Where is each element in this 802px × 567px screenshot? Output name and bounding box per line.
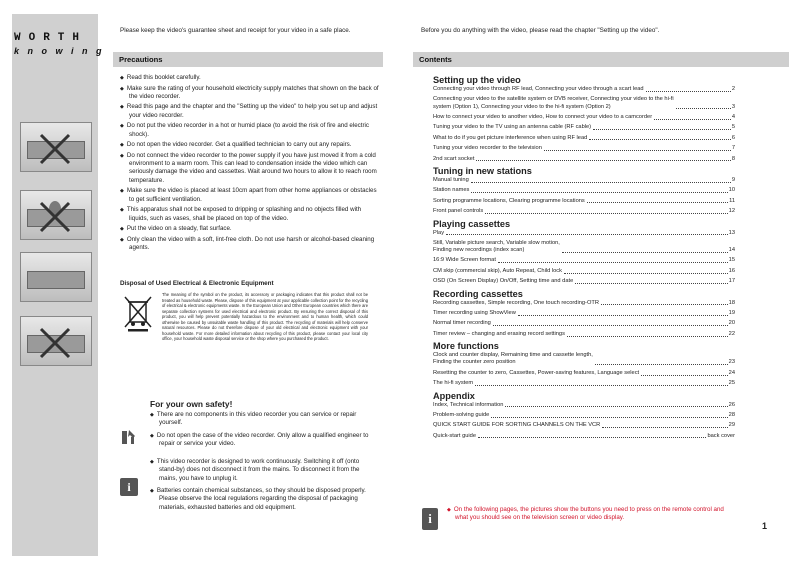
list-item: ◆ Read this page and the chapter and the "Setting up the video" to help you set up and adjust your video recorder. [120, 103, 382, 120]
toc-page-number: back cover [707, 432, 735, 439]
photo-no-stack-icon [20, 316, 92, 366]
toc-entry-text: Sorting programme locations, Clearing programme locations [433, 197, 585, 204]
toc-page-number: 10 [728, 187, 735, 194]
toc-entry-text: OSD (On Screen Display) On/Off, Setting time and date [433, 278, 574, 285]
toc-page-number: 5 [731, 124, 735, 131]
table-of-contents [433, 74, 735, 443]
wrench-icon [120, 428, 138, 446]
toc-entry [433, 240, 735, 254]
toc-leader-dots [446, 234, 728, 235]
toc-entry [433, 230, 735, 237]
toc-page-number: 28 [728, 411, 735, 418]
toc-leader-dots [593, 129, 731, 130]
toc-page-number: 13 [728, 229, 735, 236]
toc-leader-dots [641, 375, 728, 376]
toc-entry [433, 352, 735, 366]
list-item: ◆ Do not put the video recorder in a hot or humid place (to avoid the risk of fire and electric shock). [120, 122, 382, 139]
toc-entry [433, 156, 735, 163]
toc-entry [433, 310, 735, 317]
toc-entry [433, 320, 735, 327]
toc-page-number: 26 [728, 401, 735, 408]
section-title: Recording cassettes [433, 288, 523, 299]
toc-entry [433, 422, 735, 429]
list-item: ◆ There are no components in this video recorder you can service or repair yourself. [150, 411, 376, 428]
photo-no-heat-icon [20, 122, 92, 172]
toc-page-number: 7 [731, 145, 735, 152]
toc-page-number: 24 [728, 369, 735, 376]
toc-entry [433, 198, 735, 205]
precautions-list [120, 74, 382, 255]
toc-entry-text: QUICK START GUIDE FOR SORTING CHANNELS ON THE VCR [433, 422, 601, 429]
list-item: ◆ Make sure the rating of your household electricity supply matches that shown on the back of the video recorder. [120, 85, 382, 102]
toc-entry [433, 402, 735, 409]
toc-entry-text: Play [433, 229, 445, 236]
toc-page-number: 23 [728, 359, 735, 366]
toc-leader-dots [562, 252, 728, 253]
toc-page-number: 18 [728, 299, 735, 306]
toc-entry [433, 380, 735, 387]
toc-page-number: 3 [731, 103, 735, 110]
list-item: ◆ Do not connect the video recorder to the power supply if you have just moved it from a cold environment to a warm room. This can lead to condensation inside the video which can seriously damage the video and cassettes. Wait around two hours to allow it to reach room temperature. [120, 152, 382, 185]
toc-page-number: 9 [731, 176, 735, 183]
toc-entry-text: Tuning your video to the TV using an antenna cable (RF cable) [433, 124, 592, 131]
disposal-text: The meaning of the symbol on the product, its accessory or packaging indicates that this product shall not be treated as household waste. Please, dispose of this equipment at your applicable collection point for the recycling of electrical & electronic equipments waste. In the European Union and Other European countries which there are separate collection systems for used electrical and electronic product. By ensuring the correct disposal of this product, you will help prevent potentially hazardous to the environment and to human health, which could otherwise be caused by unsuitable waste handling of this product. The recycling of materials will help conserve natural resources. Please do not therefore dispose of your old electrical and electronic equipment with your household waste. For more detailed information about recycling of this product, please contact your local city office, your household waste disposal service or the shop where you purchased the product. [162, 292, 368, 341]
footnote: ◆ On the following pages, the pictures show the buttons you need to press on the remote control and what you should see on the television screen or video display. [447, 506, 737, 522]
list-item: ◆ This apparatus shall not be exposed to dripping or splashing and no objects filled with liquids, such as vases, shall be placed on top of the video. [120, 206, 382, 223]
toc-leader-dots [478, 437, 706, 438]
toc-page-number: 15 [728, 257, 735, 264]
left-intro: Please keep the video's guarantee sheet and receipt for your video in a safe place. [120, 27, 351, 34]
toc-leader-dots [471, 182, 731, 183]
list-item: ◆ Do not open the video recorder. Get a qualified technician to carry out any repairs. [120, 141, 382, 149]
toc-entry-text: The hi-fi system [433, 380, 474, 387]
list-item: ◆ Make sure the video is placed at least 10cm apart from other home appliances or obstacles to get sufficient ventilation. [120, 187, 382, 204]
toc-entry-text: Connecting your video to the satellite system or DVB receiver, Connecting your video to the hi-fi system (Option 1), Connecting your video to the hi-fi system (Option 2) [433, 96, 674, 110]
list-item: ◆ This video recorder is designed to work continuously. Switching it off (onto stand-by) does not disconnect it from the mains. To disconnect it from the mains, you have to unplug it. [150, 458, 376, 483]
toc-entry-text: Timer recording using ShowView [433, 310, 516, 317]
toc-entry [433, 370, 735, 377]
toc-entry-text: 2nd scart socket [433, 155, 475, 162]
toc-entry-text: Timer review – changing and erasing record settings [433, 330, 565, 337]
toc-entry [433, 135, 735, 142]
toc-leader-dots [491, 417, 727, 418]
toc-entry [433, 114, 735, 121]
toc-page-number: 17 [728, 278, 735, 285]
toc-page-number: 29 [728, 422, 735, 429]
section-title: Playing cassettes [433, 218, 511, 229]
toc-leader-dots [602, 427, 727, 428]
precautions-header: Precautions [113, 52, 383, 67]
list-item: ◆ Read this booklet carefully. [120, 74, 382, 82]
brand-worth: WORTH [14, 32, 88, 44]
toc-entry-text: Station names [433, 187, 470, 194]
safety-list [150, 411, 376, 512]
photo-no-liquid-icon [20, 190, 92, 240]
toc-entry-text: Front panel controls [433, 208, 484, 215]
disposal-title: Disposal of Used Electrical & Electronic Equipment [120, 280, 274, 287]
contents-header: Contents [413, 52, 789, 67]
toc-leader-dots [544, 150, 731, 151]
toc-leader-dots [587, 202, 728, 203]
toc-entry [433, 187, 735, 194]
toc-entry-text: Resetting the counter to zero, Cassettes, Power-saving features, Language select [433, 369, 640, 376]
toc-leader-dots [518, 315, 728, 316]
toc-leader-dots [601, 304, 728, 305]
toc-entry [433, 412, 735, 419]
toc-entry [433, 96, 735, 110]
photo-ventilation-icon [20, 252, 92, 302]
toc-entry-text: Problem-solving guide [433, 411, 490, 418]
toc-leader-dots [476, 160, 730, 161]
toc-page-number: 2 [731, 86, 735, 92]
toc-leader-dots [475, 385, 728, 386]
toc-leader-dots [589, 139, 731, 140]
toc-entry [433, 208, 735, 215]
toc-entry-text: Tuning your video recorder to the television [433, 145, 542, 152]
toc-page-number: 19 [728, 310, 735, 317]
toc-page-number: 22 [728, 330, 735, 337]
toc-entry-text: Recording cassettes, Simple recording, One touch recording-OTR [433, 299, 599, 306]
toc-entry-text: CM skip (commercial skip), Auto Repeat, Child lock [433, 267, 562, 274]
toc-leader-dots [676, 108, 731, 109]
toc-page-number: 20 [728, 320, 735, 327]
info-icon: i [422, 508, 438, 530]
toc-entry [433, 177, 735, 184]
toc-entry [433, 331, 735, 338]
toc-entry [433, 257, 735, 264]
toc-entry-text: How to connect your video to another video, How to connect your video to a camcorder [433, 113, 653, 120]
crossed-bin-icon [122, 294, 154, 332]
toc-page-number: 11 [729, 197, 735, 204]
list-item: ◆ Only clean the video with a soft, lint-free cloth. Do not use harsh or alcohol-based cleaning agents. [120, 236, 382, 253]
right-intro: Before you do anything with the video, please read the chapter "Setting up the video". [421, 27, 660, 34]
toc-page-number: 6 [731, 134, 735, 141]
toc-leader-dots [564, 273, 728, 274]
toc-page-number: 14 [728, 247, 735, 254]
list-item: ◆ Batteries contain chemical substances, so they should be disposed properly. Please observe the local regulations regarding the disposal of packaging materials, exhausted batteries and old equipment. [150, 487, 376, 512]
brand-knowing: knowing [14, 46, 110, 56]
toc-entry [433, 433, 735, 440]
toc-leader-dots [646, 91, 731, 92]
page-number: 1 [762, 521, 768, 531]
toc-leader-dots [498, 262, 728, 263]
toc-page-number: 4 [731, 113, 735, 120]
toc-entry-text: 16:9 Wide Screen format [433, 257, 496, 264]
info-icon: i [120, 478, 138, 496]
toc-page-number: 8 [731, 155, 735, 162]
safety-title: For your own safety! [150, 399, 233, 409]
section-title: Setting up the video [433, 75, 521, 85]
toc-page-number: 16 [728, 267, 735, 274]
toc-leader-dots [493, 325, 728, 326]
toc-page-number: 25 [728, 380, 735, 387]
toc-page-number: 12 [728, 208, 735, 215]
toc-entry-text: Normal timer recording [433, 320, 491, 327]
toc-leader-dots [595, 364, 728, 365]
section-title: More functions [433, 341, 499, 352]
section-title: Tuning in new stations [433, 165, 532, 176]
toc-entry-text: What to do if you get picture interference when using RF lead [433, 134, 588, 141]
toc-entry-text: Still, Variable picture search, Variable slow motion, Finding new recordings (index scan) [433, 239, 560, 254]
toc-entry-text: Connecting your video through RF lead, Connecting your video through a scart lead [433, 86, 644, 92]
toc-leader-dots [654, 119, 731, 120]
toc-entry [433, 86, 735, 93]
toc-leader-dots [575, 283, 727, 284]
toc-entry-text: Clock and counter display, Remaining time and cassette length, Finding the counter zero position [433, 352, 593, 366]
list-item: ◆ Do not open the case of the video recorder. Only allow a qualified engineer to repair or service your video. [150, 432, 376, 449]
toc-entry [433, 145, 735, 152]
toc-entry [433, 278, 735, 285]
toc-leader-dots [485, 213, 727, 214]
toc-leader-dots [567, 336, 728, 337]
toc-entry-text: Index, Technical information [433, 401, 504, 408]
toc-entry [433, 300, 735, 307]
toc-entry-text: Manual tuning [433, 176, 469, 183]
toc-leader-dots [471, 192, 727, 193]
toc-entry-text: Quick-start guide [433, 432, 476, 439]
toc-leader-dots [505, 406, 727, 407]
toc-entry [433, 268, 735, 275]
section-title: Appendix [433, 390, 475, 401]
list-item: ◆ Put the video on a steady, flat surface. [120, 225, 382, 233]
toc-entry [433, 124, 735, 131]
